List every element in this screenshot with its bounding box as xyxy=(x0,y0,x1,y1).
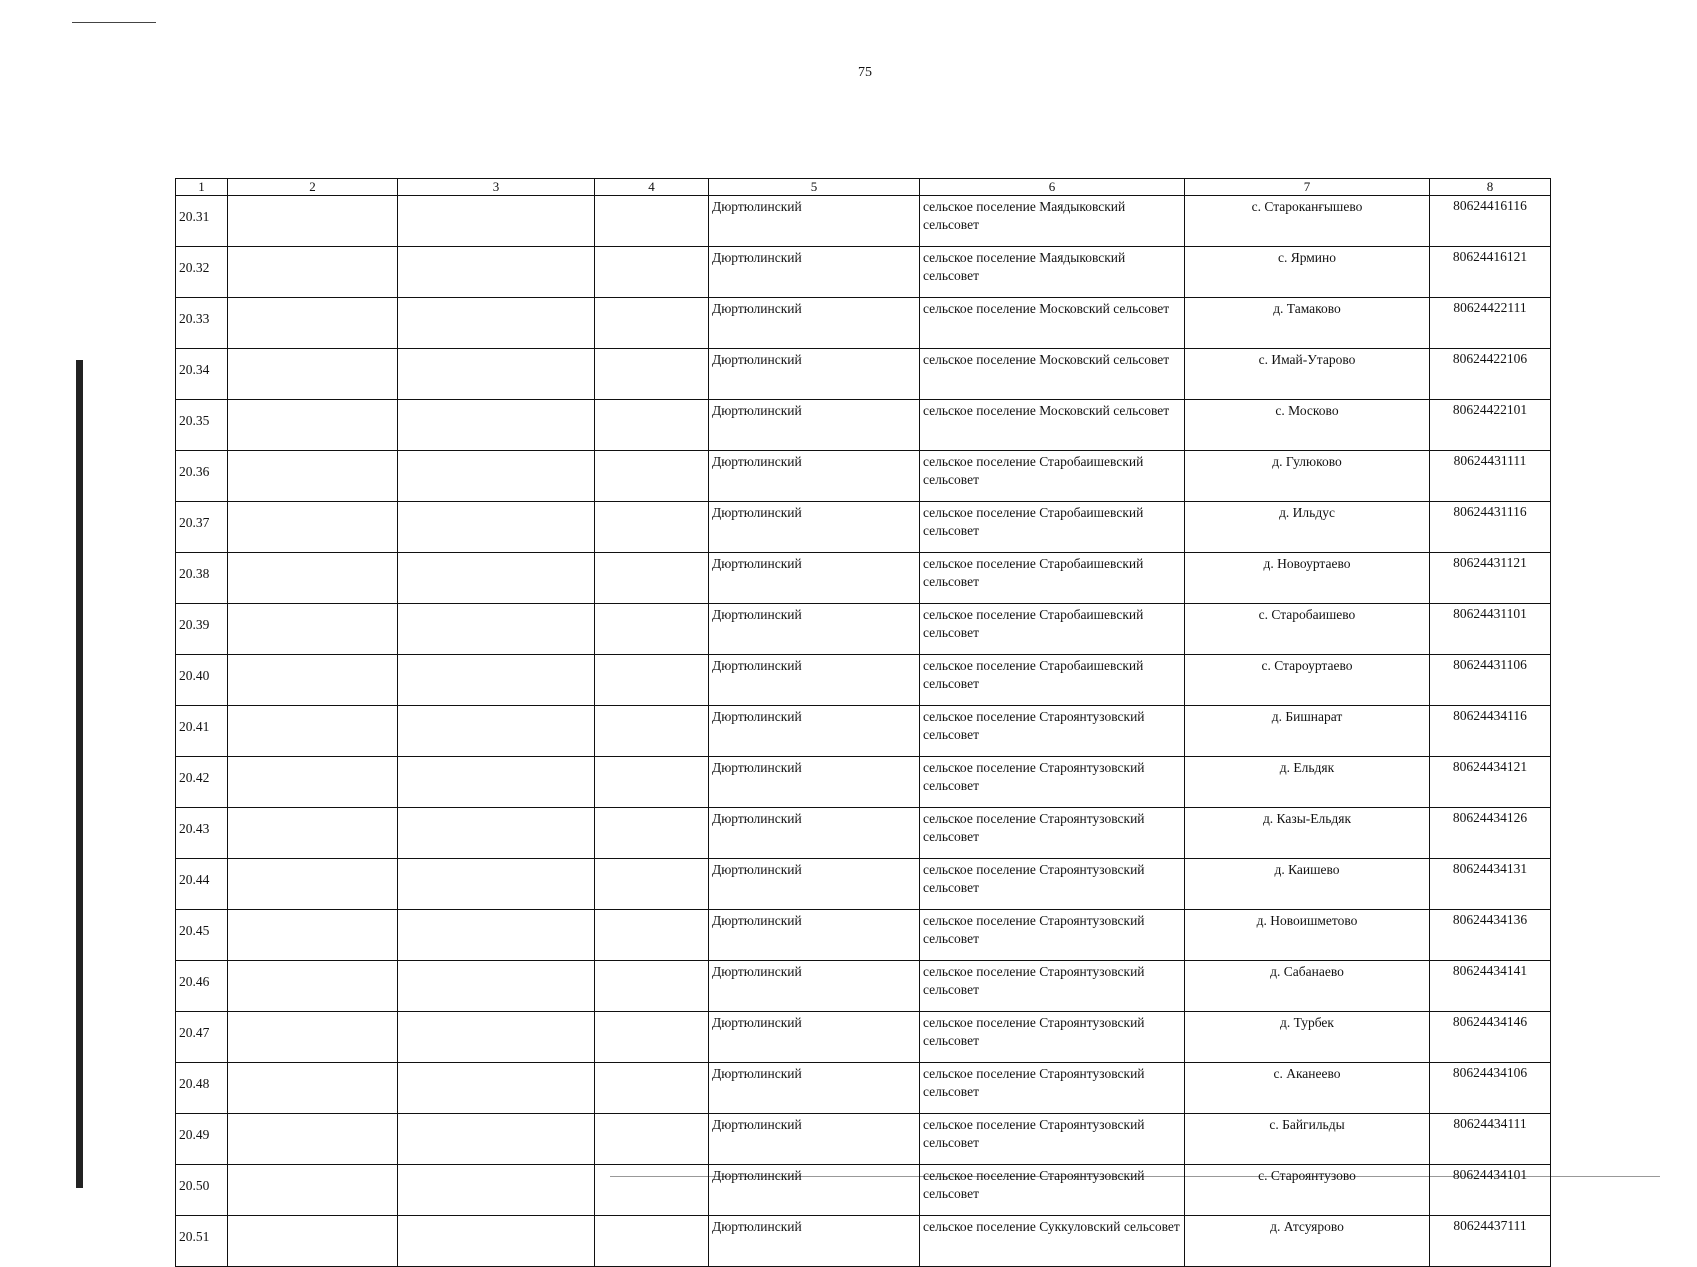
locality-cell: д. Сабанаево xyxy=(1185,961,1430,1012)
empty-cell-col4 xyxy=(595,400,709,451)
row-number-cell: 20.33 xyxy=(176,298,228,349)
district-cell: Дюртюлинский xyxy=(709,757,920,808)
district-cell: Дюртюлинский xyxy=(709,655,920,706)
empty-cell-col2 xyxy=(228,451,398,502)
locality-cell: д. Ильдус xyxy=(1185,502,1430,553)
settlement-cell: сельское поселение Московский сельсовет xyxy=(920,349,1185,400)
oktmo-code-cell: 80624434116 xyxy=(1430,706,1551,757)
settlement-cell: сельское поселение Старобаишевский сельсовет xyxy=(920,655,1185,706)
empty-cell-col4 xyxy=(595,757,709,808)
table-row xyxy=(176,706,1551,757)
district-cell: Дюртюлинский xyxy=(709,298,920,349)
settlement-cell: сельское поселение Московский сельсовет xyxy=(920,400,1185,451)
table-row xyxy=(176,1165,1551,1216)
empty-cell-col3 xyxy=(398,1165,595,1216)
locality-cell: д. Новоуртаево xyxy=(1185,553,1430,604)
table-row xyxy=(176,1012,1551,1063)
row-number-cell: 20.47 xyxy=(176,1012,228,1063)
locality-cell: с. Старобаишево xyxy=(1185,604,1430,655)
empty-cell-col4 xyxy=(595,604,709,655)
settlement-cell: сельское поселение Староянтузовский сельсовет xyxy=(920,910,1185,961)
settlement-cell: сельское поселение Старобаишевский сельсовет xyxy=(920,553,1185,604)
oktmo-code-cell: 80624431121 xyxy=(1430,553,1551,604)
locality-cell: д. Гулюково xyxy=(1185,451,1430,502)
empty-cell-col2 xyxy=(228,1063,398,1114)
empty-cell-col4 xyxy=(595,910,709,961)
settlement-cell: сельское поселение Московский сельсовет xyxy=(920,298,1185,349)
empty-cell-col3 xyxy=(398,910,595,961)
table-row xyxy=(176,1114,1551,1165)
district-cell: Дюртюлинский xyxy=(709,1114,920,1165)
row-number-cell: 20.50 xyxy=(176,1165,228,1216)
empty-cell-col2 xyxy=(228,604,398,655)
oktmo-code-cell: 80624434121 xyxy=(1430,757,1551,808)
row-number-cell: 20.44 xyxy=(176,859,228,910)
oktmo-code-cell: 80624434146 xyxy=(1430,1012,1551,1063)
oktmo-code-cell: 80624434131 xyxy=(1430,859,1551,910)
oktmo-code-cell: 80624431106 xyxy=(1430,655,1551,706)
locality-cell: с. Староканғышево xyxy=(1185,196,1430,247)
empty-cell-col3 xyxy=(398,349,595,400)
empty-cell-col3 xyxy=(398,1216,595,1267)
settlement-cell: сельское поселение Староянтузовский сельсовет xyxy=(920,706,1185,757)
table-row xyxy=(176,859,1551,910)
empty-cell-col2 xyxy=(228,553,398,604)
table-row xyxy=(176,400,1551,451)
table-row xyxy=(176,247,1551,298)
empty-cell-col3 xyxy=(398,1114,595,1165)
empty-cell-col2 xyxy=(228,757,398,808)
oktmo-code-cell: 80624434111 xyxy=(1430,1114,1551,1165)
settlement-cell: сельское поселение Староянтузовский сельсовет xyxy=(920,757,1185,808)
district-cell: Дюртюлинский xyxy=(709,808,920,859)
district-cell: Дюртюлинский xyxy=(709,706,920,757)
settlement-cell: сельское поселение Маядыковский сельсовет xyxy=(920,196,1185,247)
table-row xyxy=(176,757,1551,808)
empty-cell-col4 xyxy=(595,1012,709,1063)
settlement-cell: сельское поселение Суккуловский сельсовет xyxy=(920,1216,1185,1267)
empty-cell-col4 xyxy=(595,655,709,706)
district-cell: Дюртюлинский xyxy=(709,1216,920,1267)
empty-cell-col2 xyxy=(228,1012,398,1063)
settlement-cell: сельское поселение Староянтузовский сельсовет xyxy=(920,1012,1185,1063)
scan-artifact-top-line xyxy=(72,22,156,23)
empty-cell-col3 xyxy=(398,400,595,451)
empty-cell-col4 xyxy=(595,553,709,604)
locality-cell: с. Ярмино xyxy=(1185,247,1430,298)
empty-cell-col3 xyxy=(398,808,595,859)
empty-cell-col2 xyxy=(228,910,398,961)
empty-cell-col3 xyxy=(398,247,595,298)
empty-cell-col3 xyxy=(398,1012,595,1063)
table-row xyxy=(176,298,1551,349)
row-number-cell: 20.39 xyxy=(176,604,228,655)
locality-cell: д. Каишево xyxy=(1185,859,1430,910)
empty-cell-col3 xyxy=(398,706,595,757)
empty-cell-col4 xyxy=(595,451,709,502)
empty-cell-col2 xyxy=(228,196,398,247)
empty-cell-col4 xyxy=(595,1216,709,1267)
column-header: 8 xyxy=(1430,179,1551,196)
oktmo-code-cell: 80624416116 xyxy=(1430,196,1551,247)
column-header: 4 xyxy=(595,179,709,196)
empty-cell-col4 xyxy=(595,859,709,910)
empty-cell-col3 xyxy=(398,859,595,910)
locality-cell: д. Турбек xyxy=(1185,1012,1430,1063)
oktmo-code-cell: 80624431111 xyxy=(1430,451,1551,502)
locality-cell: с. Байгильды xyxy=(1185,1114,1430,1165)
empty-cell-col2 xyxy=(228,502,398,553)
row-number-cell: 20.49 xyxy=(176,1114,228,1165)
oktmo-code-cell: 80624416121 xyxy=(1430,247,1551,298)
empty-cell-col3 xyxy=(398,655,595,706)
table-header-row xyxy=(176,179,1551,196)
row-number-cell: 20.36 xyxy=(176,451,228,502)
district-cell: Дюртюлинский xyxy=(709,1165,920,1216)
table-row xyxy=(176,910,1551,961)
settlement-cell: сельское поселение Староянтузовский сельсовет xyxy=(920,961,1185,1012)
empty-cell-col3 xyxy=(398,553,595,604)
table-row xyxy=(176,349,1551,400)
column-header: 5 xyxy=(709,179,920,196)
settlements-table xyxy=(175,178,1551,1267)
empty-cell-col2 xyxy=(228,859,398,910)
empty-cell-col4 xyxy=(595,502,709,553)
empty-cell-col4 xyxy=(595,961,709,1012)
settlement-cell: сельское поселение Староянтузовский сельсовет xyxy=(920,1114,1185,1165)
oktmo-code-cell: 80624422101 xyxy=(1430,400,1551,451)
locality-cell: с. Староянтузово xyxy=(1185,1165,1430,1216)
empty-cell-col2 xyxy=(228,349,398,400)
row-number-cell: 20.31 xyxy=(176,196,228,247)
locality-cell: с. Имай-Утарово xyxy=(1185,349,1430,400)
empty-cell-col2 xyxy=(228,1114,398,1165)
empty-cell-col2 xyxy=(228,298,398,349)
settlement-cell: сельское поселение Староянтузовский сельсовет xyxy=(920,808,1185,859)
empty-cell-col4 xyxy=(595,1063,709,1114)
empty-cell-col4 xyxy=(595,298,709,349)
table-row xyxy=(176,604,1551,655)
empty-cell-col2 xyxy=(228,655,398,706)
locality-cell: д. Казы-Ельдяк xyxy=(1185,808,1430,859)
table-row xyxy=(176,502,1551,553)
empty-cell-col4 xyxy=(595,808,709,859)
district-cell: Дюртюлинский xyxy=(709,502,920,553)
empty-cell-col2 xyxy=(228,808,398,859)
row-number-cell: 20.48 xyxy=(176,1063,228,1114)
empty-cell-col2 xyxy=(228,1165,398,1216)
oktmo-code-cell: 80624431116 xyxy=(1430,502,1551,553)
empty-cell-col3 xyxy=(398,961,595,1012)
empty-cell-col3 xyxy=(398,757,595,808)
empty-cell-col4 xyxy=(595,1165,709,1216)
row-number-cell: 20.43 xyxy=(176,808,228,859)
row-number-cell: 20.51 xyxy=(176,1216,228,1267)
scan-artifact-left-bar xyxy=(76,360,83,1188)
empty-cell-col3 xyxy=(398,298,595,349)
settlement-cell: сельское поселение Маядыковский сельсовет xyxy=(920,247,1185,298)
district-cell: Дюртюлинский xyxy=(709,961,920,1012)
oktmo-code-cell: 80624434101 xyxy=(1430,1165,1551,1216)
locality-cell: д. Новоишметово xyxy=(1185,910,1430,961)
district-cell: Дюртюлинский xyxy=(709,451,920,502)
empty-cell-col2 xyxy=(228,1216,398,1267)
settlement-cell: сельское поселение Староянтузовский сельсовет xyxy=(920,859,1185,910)
settlement-cell: сельское поселение Староянтузовский сельсовет xyxy=(920,1063,1185,1114)
empty-cell-col3 xyxy=(398,502,595,553)
oktmo-code-cell: 80624434136 xyxy=(1430,910,1551,961)
empty-cell-col3 xyxy=(398,1063,595,1114)
district-cell: Дюртюлинский xyxy=(709,1012,920,1063)
settlement-cell: сельское поселение Старобаишевский сельсовет xyxy=(920,451,1185,502)
table-row xyxy=(176,808,1551,859)
table-row xyxy=(176,451,1551,502)
column-header: 7 xyxy=(1185,179,1430,196)
settlement-cell: сельское поселение Старобаишевский сельсовет xyxy=(920,604,1185,655)
table-row xyxy=(176,961,1551,1012)
empty-cell-col4 xyxy=(595,349,709,400)
district-cell: Дюртюлинский xyxy=(709,910,920,961)
oktmo-code-cell: 80624437111 xyxy=(1430,1216,1551,1267)
oktmo-code-cell: 80624431101 xyxy=(1430,604,1551,655)
table-row xyxy=(176,196,1551,247)
empty-cell-col3 xyxy=(398,451,595,502)
locality-cell: д. Тамаково xyxy=(1185,298,1430,349)
empty-cell-col2 xyxy=(228,961,398,1012)
page-number: 75 xyxy=(858,65,872,80)
row-number-cell: 20.37 xyxy=(176,502,228,553)
empty-cell-col4 xyxy=(595,706,709,757)
district-cell: Дюртюлинский xyxy=(709,553,920,604)
table-row xyxy=(176,553,1551,604)
district-cell: Дюртюлинский xyxy=(709,604,920,655)
row-number-cell: 20.38 xyxy=(176,553,228,604)
table-body xyxy=(176,179,1551,1267)
locality-cell: д. Бишнарат xyxy=(1185,706,1430,757)
locality-cell: с. Староуртаево xyxy=(1185,655,1430,706)
oktmo-code-cell: 80624434141 xyxy=(1430,961,1551,1012)
table-row xyxy=(176,655,1551,706)
empty-cell-col2 xyxy=(228,400,398,451)
settlement-cell: сельское поселение Старобаишевский сельсовет xyxy=(920,502,1185,553)
oktmo-code-cell: 80624422111 xyxy=(1430,298,1551,349)
row-number-cell: 20.45 xyxy=(176,910,228,961)
column-header: 3 xyxy=(398,179,595,196)
empty-cell-col2 xyxy=(228,706,398,757)
row-number-cell: 20.32 xyxy=(176,247,228,298)
district-cell: Дюртюлинский xyxy=(709,349,920,400)
oktmo-code-cell: 80624434126 xyxy=(1430,808,1551,859)
empty-cell-col4 xyxy=(595,247,709,298)
empty-cell-col3 xyxy=(398,604,595,655)
row-number-cell: 20.41 xyxy=(176,706,228,757)
locality-cell: д. Ельдяк xyxy=(1185,757,1430,808)
row-number-cell: 20.35 xyxy=(176,400,228,451)
column-header: 6 xyxy=(920,179,1185,196)
row-number-cell: 20.34 xyxy=(176,349,228,400)
oktmo-code-cell: 80624434106 xyxy=(1430,1063,1551,1114)
settlement-cell: сельское поселение Староянтузовский сельсовет xyxy=(920,1165,1185,1216)
empty-cell-col4 xyxy=(595,196,709,247)
district-cell: Дюртюлинский xyxy=(709,196,920,247)
district-cell: Дюртюлинский xyxy=(709,859,920,910)
empty-cell-col3 xyxy=(398,196,595,247)
locality-cell: д. Атсуярово xyxy=(1185,1216,1430,1267)
empty-cell-col2 xyxy=(228,247,398,298)
row-number-cell: 20.40 xyxy=(176,655,228,706)
district-cell: Дюртюлинский xyxy=(709,247,920,298)
column-header: 1 xyxy=(176,179,228,196)
row-number-cell: 20.42 xyxy=(176,757,228,808)
column-header: 2 xyxy=(228,179,398,196)
district-cell: Дюртюлинский xyxy=(709,400,920,451)
locality-cell: с. Москово xyxy=(1185,400,1430,451)
district-cell: Дюртюлинский xyxy=(709,1063,920,1114)
table-row xyxy=(176,1063,1551,1114)
oktmo-code-cell: 80624422106 xyxy=(1430,349,1551,400)
row-number-cell: 20.46 xyxy=(176,961,228,1012)
empty-cell-col4 xyxy=(595,1114,709,1165)
table-row xyxy=(176,1216,1551,1267)
locality-cell: с. Аканеево xyxy=(1185,1063,1430,1114)
